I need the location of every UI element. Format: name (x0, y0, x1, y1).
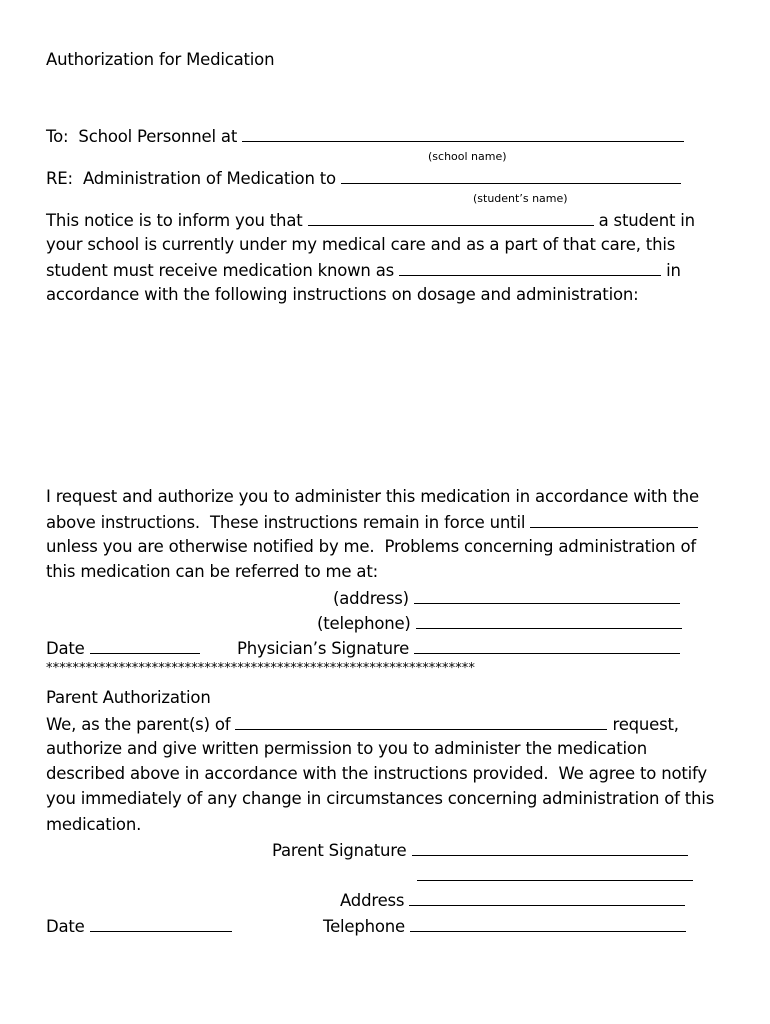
parent-text: request, (612, 715, 679, 734)
re-line (46, 168, 681, 189)
physician-telephone-field[interactable] (416, 613, 682, 629)
child-name-field[interactable] (235, 714, 607, 730)
separator: ***************************************************************** (46, 661, 475, 676)
medication-field[interactable] (399, 260, 661, 276)
address-line (333, 588, 680, 609)
parent-telephone-field[interactable] (410, 916, 686, 932)
parent-extra-line (417, 865, 693, 886)
parent-heading: Parent Authorization (46, 688, 211, 707)
telephone-line (317, 613, 682, 634)
parent-date-line (46, 916, 232, 937)
notice-text: in (666, 261, 681, 280)
request-line-3: unless you are otherwise notified by me. Problems concerning administration of (46, 537, 696, 556)
notice-line-2: your school is currently under my medical care and as a part of that care, this (46, 235, 676, 254)
physician-date-field[interactable] (90, 638, 200, 654)
parent-telephone-line (323, 916, 686, 937)
notice-text: student must receive medication known as (46, 261, 395, 280)
parent-date-label: Date (46, 917, 85, 936)
parent-signature-label: Parent Signature (272, 841, 407, 860)
parent-line-3: described above in accordance with the instructions provided. We agree to notify (46, 764, 707, 783)
parent-text: We, as the parent(s) of (46, 715, 231, 734)
parent-line-4: you immediately of any change in circumstances concerning administration of this (46, 789, 715, 808)
date-line (46, 638, 200, 659)
parent-line-5: medication. (46, 815, 142, 834)
parent-date-field[interactable] (90, 916, 232, 932)
request-line-4: this medication can be referred to me at: (46, 562, 378, 581)
document-title: Authorization for Medication (46, 50, 275, 69)
parent-telephone-label: Telephone (323, 917, 405, 936)
parent-address-line (340, 890, 685, 911)
notice-text: a student in (598, 211, 695, 230)
student-name-field[interactable] (341, 168, 681, 184)
parent-address-field[interactable] (409, 890, 685, 906)
telephone-label: (telephone) (317, 614, 411, 633)
parent-extra-field[interactable] (417, 865, 693, 881)
parent-address-label: Address (340, 891, 405, 910)
request-line-2 (46, 512, 698, 533)
notice-line-1 (46, 210, 695, 231)
parent-line-2: authorize and give written permission to you to administer the medication (46, 739, 648, 758)
to-line (46, 126, 684, 147)
re-label: RE: Administration of Medication to (46, 169, 336, 188)
school-name-field[interactable] (242, 126, 684, 142)
address-label: (address) (333, 589, 409, 608)
date-label: Date (46, 639, 85, 658)
parent-line-1 (46, 714, 679, 735)
parent-signature-line (272, 840, 688, 861)
student-name-caption: (student’s name) (473, 192, 568, 205)
notice-line-4: accordance with the following instructions on dosage and administration: (46, 285, 639, 304)
instructions-area[interactable] (46, 312, 726, 482)
until-date-field[interactable] (530, 512, 698, 528)
request-text: above instructions. These instructions remain in force until (46, 513, 526, 532)
school-name-caption: (school name) (428, 150, 507, 163)
physician-address-field[interactable] (414, 588, 680, 604)
student-field[interactable] (308, 210, 594, 226)
physician-signature-line (237, 638, 680, 659)
request-line-1: I request and authorize you to administer this medication in accordance with the (46, 487, 699, 506)
parent-signature-field[interactable] (412, 840, 688, 856)
physician-signature-field[interactable] (414, 638, 680, 654)
notice-line-3 (46, 260, 681, 281)
notice-text: This notice is to inform you that (46, 211, 303, 230)
to-label: To: School Personnel at (46, 127, 238, 146)
physician-signature-label: Physician’s Signature (237, 639, 410, 658)
